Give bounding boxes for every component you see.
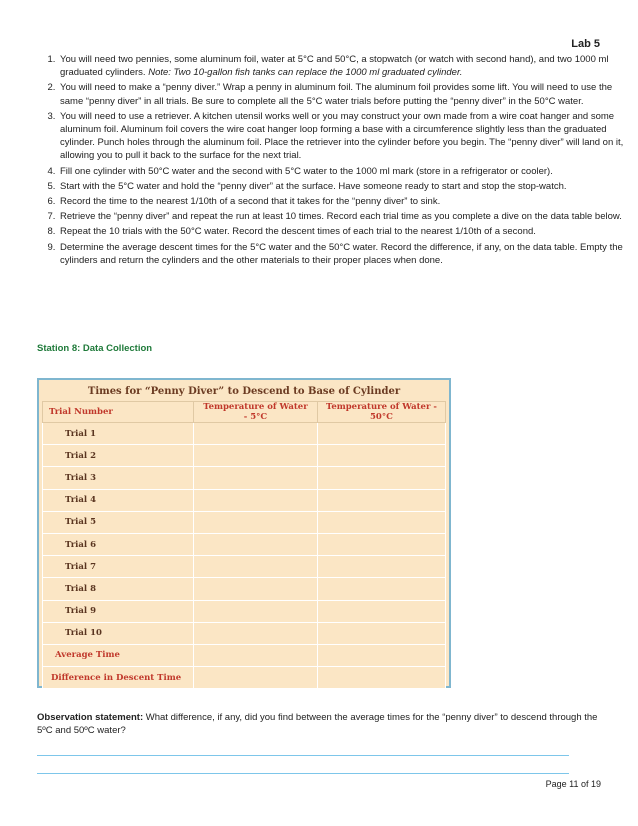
- step-item: [58, 53, 624, 79]
- trial-label: Trial 3: [43, 467, 194, 489]
- cell-5c[interactable]: [194, 489, 318, 511]
- table-header-row: [43, 402, 446, 423]
- table-row: [43, 578, 446, 600]
- step-item: [58, 110, 624, 163]
- step-item: [58, 210, 624, 223]
- page-number: Page 11 of 19: [545, 779, 601, 789]
- cell-5c[interactable]: [194, 445, 318, 467]
- step-item: [58, 180, 624, 193]
- cell-50c[interactable]: [317, 533, 445, 555]
- cell-50c[interactable]: [317, 622, 445, 644]
- cell-5c[interactable]: [194, 467, 318, 489]
- table-row: [43, 489, 446, 511]
- trial-label: Trial 7: [43, 556, 194, 578]
- cell-50c[interactable]: [317, 467, 445, 489]
- average-5c-cell[interactable]: [194, 644, 318, 666]
- trial-label: Trial 6: [43, 533, 194, 555]
- header-temp-5c: Temperature of Water - 5°C: [194, 402, 318, 423]
- table-title: Times for “Penny Diver” to Descend to Base of Cylinder: [87, 386, 401, 397]
- table-row: [43, 622, 446, 644]
- procedure-steps: [36, 53, 624, 269]
- step-text: Retrieve the “penny diver” and repeat the run at least 10 times. Record each trial time as you complete a dive on the data table below.: [60, 211, 622, 223]
- step-text: Start with the 5°C water and hold the “penny diver” at the surface. Have someone ready to start and stop the stop-watch.: [60, 180, 567, 192]
- cell-5c[interactable]: [194, 600, 318, 622]
- table-row: [43, 445, 446, 467]
- section-heading: Station 8: Data Collection: [37, 343, 153, 354]
- cell-50c[interactable]: [317, 445, 445, 467]
- trial-label: Trial 10: [43, 622, 194, 644]
- trial-label: Trial 1: [43, 423, 194, 445]
- cell-50c[interactable]: [317, 556, 445, 578]
- observation-statement: [37, 711, 607, 737]
- header-trial-number: Trial Number: [43, 402, 194, 423]
- observation-question: What difference, if any, did you find between the average times for the “penny diver” to descend through the 5ºC and 50ºC water?: [37, 712, 598, 736]
- cell-5c[interactable]: [194, 533, 318, 555]
- step-text: You will need to make a “penny diver.” Wrap a penny in aluminum foil. The aluminum foil provides some lift. You will need to use the same “penny diver” in all trials. Be sure to complete all the 5°C water trials before putting the “penny diver” in the 50°C water.: [60, 82, 613, 107]
- trial-label: Trial 9: [43, 600, 194, 622]
- cell-50c[interactable]: [317, 489, 445, 511]
- cell-50c[interactable]: [317, 600, 445, 622]
- cell-50c[interactable]: [317, 511, 445, 533]
- data-table-frame: [37, 378, 451, 688]
- table-row: [43, 533, 446, 555]
- table-row: [43, 467, 446, 489]
- trial-label: Trial 4: [43, 489, 194, 511]
- table-row: [43, 556, 446, 578]
- difference-label: Difference in Descent Time: [43, 667, 194, 689]
- trial-label: Trial 8: [43, 578, 194, 600]
- observation-label: Observation statement:: [37, 712, 144, 723]
- header-temp-50c: Temperature of Water - 50°C: [317, 402, 445, 423]
- trial-label: Trial 5: [43, 511, 194, 533]
- step-text: Record the time to the nearest 1/10th of a second that it takes for the “penny diver” to sink.: [60, 196, 441, 208]
- cell-50c[interactable]: [317, 423, 445, 445]
- step-text: Fill one cylinder with 50°C water and the second with 5°C water to the 1000 ml mark (store in a refrigerator or cooler).: [60, 165, 553, 177]
- answer-line[interactable]: [37, 755, 569, 756]
- difference-50c-cell[interactable]: [317, 667, 445, 689]
- average-50c-cell[interactable]: [317, 644, 445, 666]
- data-collection-table: [42, 383, 446, 689]
- cell-5c[interactable]: [194, 511, 318, 533]
- table-row: [43, 511, 446, 533]
- step-item: [58, 225, 624, 238]
- step-item: [58, 81, 624, 107]
- table-row: [43, 600, 446, 622]
- answer-line[interactable]: [37, 773, 569, 774]
- cell-5c[interactable]: [194, 423, 318, 445]
- cell-50c[interactable]: [317, 578, 445, 600]
- table-row: [43, 423, 446, 445]
- cell-5c[interactable]: [194, 622, 318, 644]
- step-item: [58, 165, 624, 178]
- difference-row: [43, 667, 446, 689]
- step-text: Repeat the 10 trials with the 50°C water. Record the descent times of each trial to the nearest 1/10th of a second.: [60, 226, 536, 238]
- step-item: [58, 241, 624, 267]
- step-text: You will need two pennies, some aluminum foil, water at 5°C and 50°C, a stopwatch (or watch with second hand), and two 1000 ml graduated cylinders.: [60, 54, 609, 79]
- step-item: [58, 195, 624, 208]
- average-time-row: [43, 644, 446, 666]
- trial-label: Trial 2: [43, 445, 194, 467]
- cell-5c[interactable]: [194, 556, 318, 578]
- step-text: You will need to use a retriever. A kitchen utensil works well or you may construct your own made from a wire coat hanger and some aluminum foil. Aluminum foil covers the wire coat hanger loop forming a base with a circumference slightly less than the graduated cylinder. Punch holes through the aluminum foil. Place the retriever into the cylinder before you begin. The “penny diver” will land on it, allowing you to pull it back to the surface for the next trial.: [60, 110, 624, 162]
- average-time-label: Average Time: [43, 644, 194, 666]
- difference-5c-cell[interactable]: [194, 667, 318, 689]
- lab-label: Lab 5: [571, 38, 600, 50]
- cell-5c[interactable]: [194, 578, 318, 600]
- step-text: Determine the average descent times for the 5°C water and the 50°C water. Record the difference, if any, on the data table. Empty the cylinders and return the cylinders and the other materials to their proper places when done.: [60, 241, 623, 266]
- step-note: Note: Two 10-gallon fish tanks can replace the 1000 ml graduated cylinder.: [148, 67, 463, 79]
